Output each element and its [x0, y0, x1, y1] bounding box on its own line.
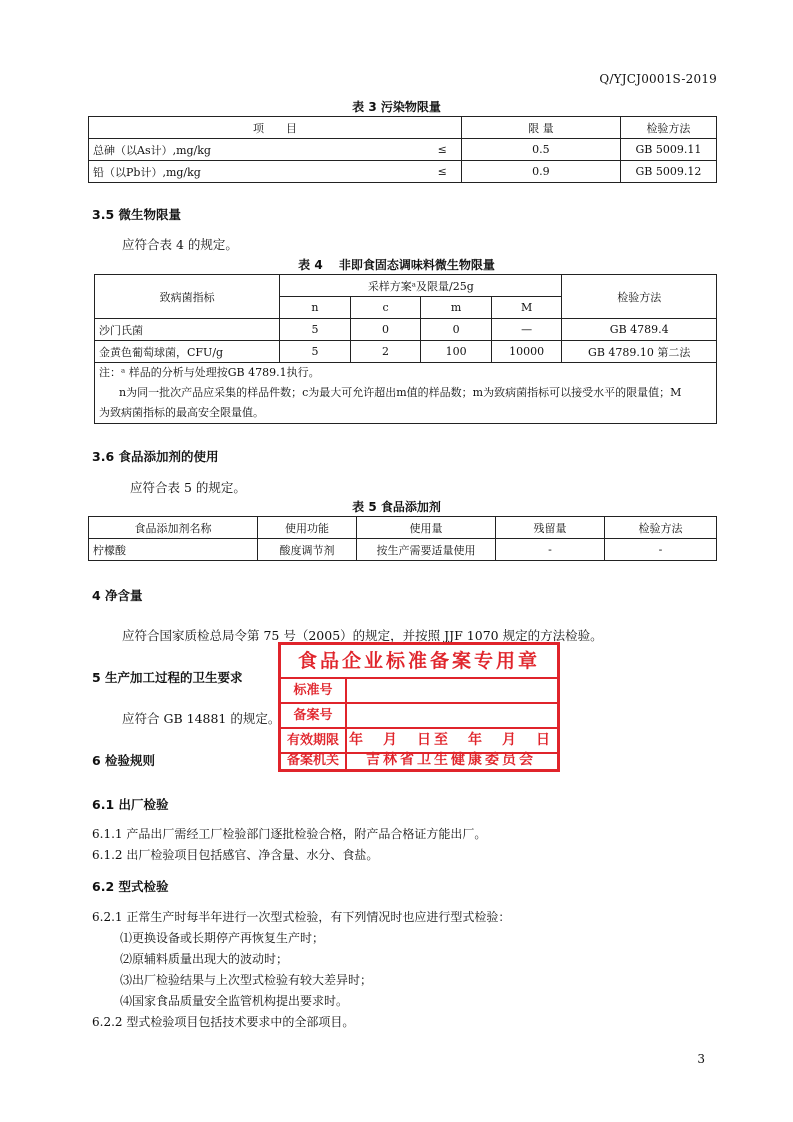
note-line-1: 注：ᵃ 样品的分析与处理按GB 4789.1执行。 [99, 366, 320, 379]
stamp-validity-value: 年 月 日至 年 月 日 [349, 732, 553, 748]
header-additive-name: 食品添加剂名称 [89, 517, 258, 539]
table-note [95, 363, 717, 424]
limit-cell: 0.9 [461, 161, 620, 183]
operator-cell: ≤ [423, 161, 462, 183]
method-cell: GB 4789.4 [562, 319, 717, 341]
method-cell: GB 4789.10 第二法 [562, 341, 717, 363]
stamp-record-label: 备案号 [281, 704, 347, 727]
header-usage: 使用量 [357, 517, 496, 539]
list-item: ⑵原辅料质量出现大的波动时； [120, 952, 289, 966]
method-cell: GB 5009.12 [620, 161, 716, 183]
note-line-3: 为致病菌指标的最高安全限量值。 [99, 406, 264, 419]
method-cell: GB 5009.11 [620, 139, 716, 161]
header-item: 项 目 [89, 117, 462, 139]
c-cell: 2 [350, 341, 421, 363]
table-row [89, 161, 717, 183]
header-m-lower: m [421, 297, 492, 319]
section-heading-6-2: 6.2 型式检验 [92, 879, 169, 894]
n-cell: 5 [280, 341, 351, 363]
c-cell: 0 [350, 319, 421, 341]
operator-cell: ≤ [423, 139, 462, 161]
header-residue: 残留量 [496, 517, 605, 539]
section-text-3-6: 应符合表 5 的规定。 [130, 480, 246, 495]
section-heading-3-5: 3.5 微生物限量 [92, 207, 181, 222]
table-header-row [89, 517, 717, 539]
paragraph-6-2-2: 6.2.2 型式检验项目包括技术要求中的全部项目。 [92, 1015, 355, 1029]
note-line-2: n为同一批次产品应采集的样品件数；c为最大可允许超出m值的样品数；m为致病菌指标可以接受水平的限量值；M [119, 386, 682, 399]
paragraph-6-1-1: 6.1.1 产品出厂需经工厂检验部门逐批检验合格，附产品合格证方能出厂。 [92, 827, 487, 841]
stamp-authority-label: 备案机关 [281, 749, 347, 772]
section-text-4: 应符合国家质检总局令第 75 号（2005）的规定，并按照 JJF 1070 规定的方法检验。 [122, 628, 603, 643]
item-cell: 铅（以Pb计）,mg/kg [89, 161, 423, 183]
header-limit: 限 量 [461, 117, 620, 139]
stamp-authority-value: 吉林省卫生健康委员会 [366, 752, 536, 768]
document-id: Q/YJCJ0001S-2019 [599, 72, 717, 86]
paragraph-6-2-1: 6.2.1 正常生产时每半年进行一次型式检验，有下列情况时也应进行型式检验： [92, 910, 511, 924]
method-cell: - [605, 539, 717, 561]
M-cell: — [491, 319, 562, 341]
stamp-row-standard [281, 679, 557, 704]
table4 [94, 274, 717, 424]
section-text-5: 应符合 GB 14881 的规定。 [122, 711, 281, 726]
header-function: 使用功能 [258, 517, 357, 539]
stamp-row-authority [281, 749, 557, 772]
table5-caption: 表 5 食品添加剂 [352, 500, 441, 514]
M-cell: 10000 [491, 341, 562, 363]
m-cell: 0 [421, 319, 492, 341]
page-number: 3 [697, 1052, 705, 1066]
section-heading-5: 5 生产加工过程的卫生要求 [92, 670, 243, 685]
table-row [89, 539, 717, 561]
header-n: n [280, 297, 351, 319]
section-text-3-5: 应符合表 4 的规定。 [122, 237, 238, 252]
n-cell: 5 [280, 319, 351, 341]
stamp-validity-label: 有效期限 [281, 729, 347, 752]
table4-caption: 表 4 非即食固态调味料微生物限量 [298, 258, 495, 272]
list-item: ⑶出厂检验结果与上次型式检验有较大差异时； [120, 973, 373, 987]
table-row [95, 341, 717, 363]
table3 [88, 116, 717, 183]
item-cell: 总砷（以As计）,mg/kg [89, 139, 423, 161]
stamp-standard-label: 标准号 [281, 679, 347, 702]
limit-cell: 0.5 [461, 139, 620, 161]
stamp-title: 食品企业标准备案专用章 [281, 645, 557, 679]
list-item: ⑷国家食品质量安全监管机构提出要求时。 [120, 994, 349, 1008]
paragraph-6-1-2: 6.1.2 出厂检验项目包括感官、净含量、水分、食盐。 [92, 848, 379, 862]
header-m-upper: M [491, 297, 562, 319]
table-row [95, 319, 717, 341]
section-heading-6-1: 6.1 出厂检验 [92, 797, 169, 812]
usage-cell: 按生产需要适量使用 [357, 539, 496, 561]
list-item: ⑴更换设备或长期停产再恢复生产时； [120, 931, 325, 945]
table-note-row [95, 363, 717, 424]
pathogen-cell: 沙门氏菌 [95, 319, 280, 341]
table-header-row [95, 275, 717, 297]
table3-caption: 表 3 污染物限量 [352, 100, 441, 114]
header-pathogen: 致病菌指标 [95, 275, 280, 319]
m-cell: 100 [421, 341, 492, 363]
header-plan: 采样方案ᵃ及限量/25g [280, 275, 562, 297]
table-header-row [89, 117, 717, 139]
filing-stamp [278, 642, 560, 772]
section-heading-6: 6 检验规则 [92, 753, 156, 768]
table-row [89, 139, 717, 161]
header-c: c [350, 297, 421, 319]
header-method: 检验方法 [605, 517, 717, 539]
section-heading-4: 4 净含量 [92, 588, 143, 603]
header-method: 检验方法 [620, 117, 716, 139]
additive-name-cell: 柠檬酸 [89, 539, 258, 561]
residue-cell: - [496, 539, 605, 561]
section-heading-3-6: 3.6 食品添加剂的使用 [92, 449, 219, 464]
pathogen-cell: 金黄色葡萄球菌，CFU/g [95, 341, 280, 363]
table5 [88, 516, 717, 561]
stamp-row-record [281, 704, 557, 729]
header-method: 检验方法 [562, 275, 717, 319]
function-cell: 酸度调节剂 [258, 539, 357, 561]
